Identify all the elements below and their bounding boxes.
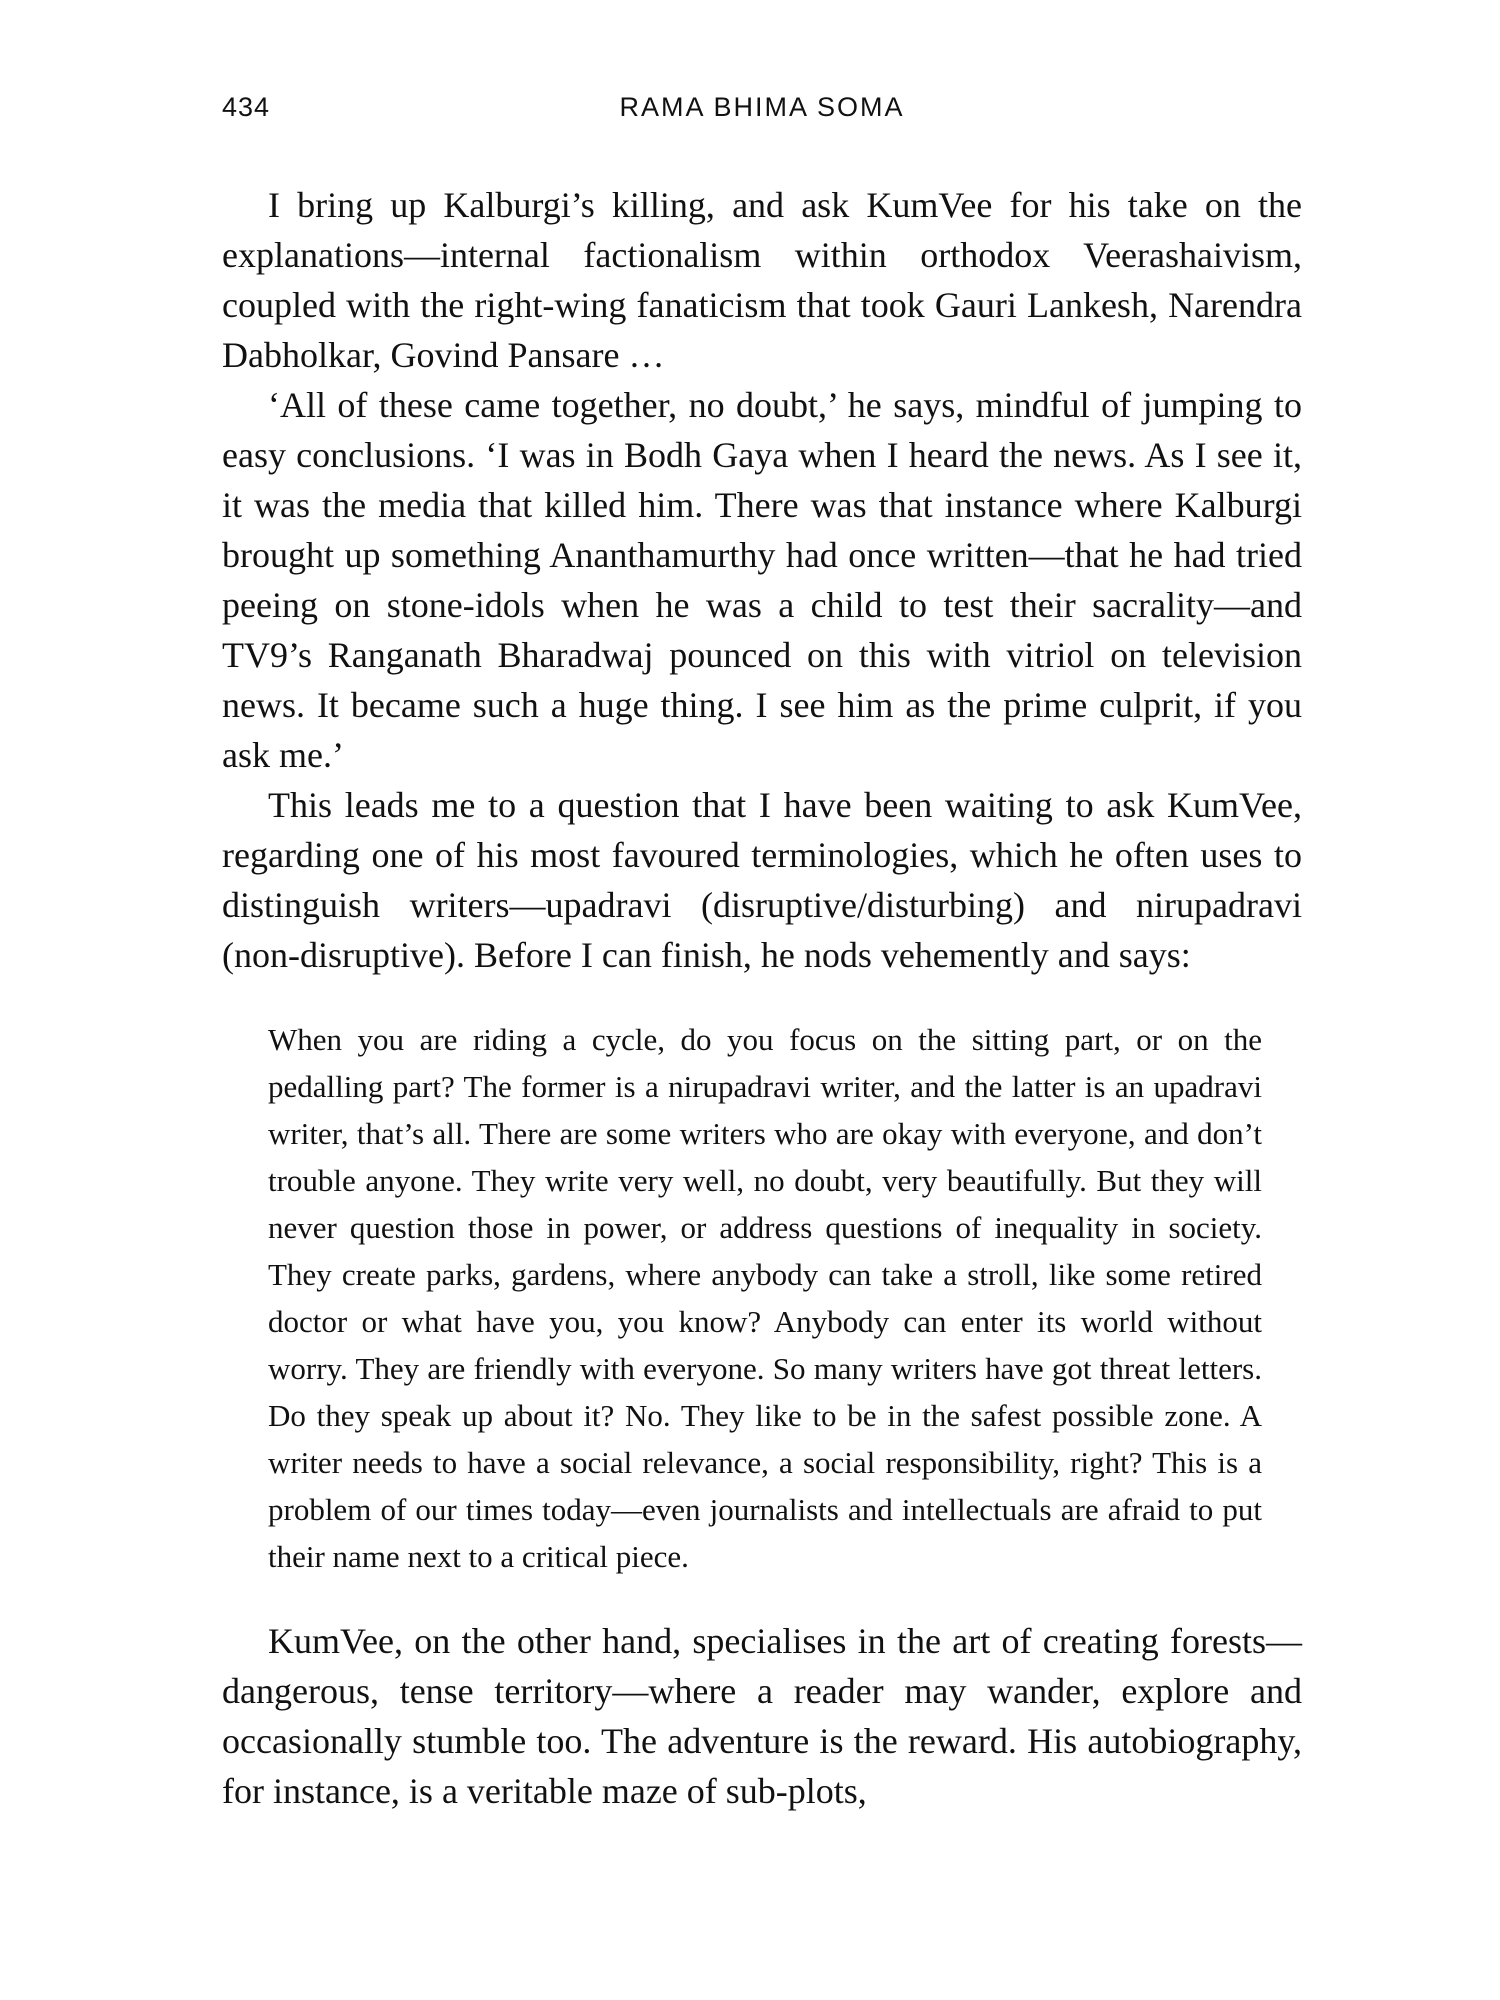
running-head: [222, 92, 1302, 132]
paragraph-forests: KumVee, on the other hand, specialises in the art of creating forests—dangerous, tense territory—where a reader may wander, explore and occasionally stumble too. The adventure is the reward. His autobiography, for instance, is a veritable maze of sub-plots,: [222, 1621, 1302, 1811]
book-title: RAMA BHIMA SOMA: [619, 92, 905, 122]
body-text: [222, 180, 1302, 1816]
block-quote: When you are riding a cycle, do you focus on the sitting part, or on the pedalling part? The former is a nirupadravi writer, and the latter is an upadravi writer, that’s all. There are some writers who are okay with everyone, and don’t trouble anyone. They write very well, no doubt, very beautifully. But they will never question those in power, or address questions of inequality in society. They create parks, gardens, where anybody can take a stroll, like some retired doctor or what have you, you know? Anybody can enter its world without worry. They are friendly with everyone. So many writers have got threat letters. Do they speak up about it? No. They like to be in the safest possible zone. A writer needs to have a social relevance, a social responsibility, right? This is a problem of our times today—even journalists and intellectuals are afraid to put their name next to a critical piece.: [268, 1022, 1262, 1574]
paragraph-kalburgi: I bring up Kalburgi’s killing, and ask KumVee for his take on the explanations—internal factionalism within orthodox Veerashaivism, coupled with the right-wing fanaticism that took Gauri Lankesh, Narendra Dabholkar, Govind Pansare …: [222, 185, 1302, 375]
page-number: 434: [222, 92, 271, 122]
paragraph-upadravi-question: This leads me to a question that I have been waiting to ask KumVee, regarding one of his most favoured terminologies, which he often uses to distinguish writers—upadravi (disruptive/disturbing) and nirupadravi (non-disruptive). Before I can finish, he nods vehemently and says:: [222, 785, 1302, 975]
paragraph-media-quote: ‘All of these came together, no doubt,’ he says, mindful of jumping to easy conclusions. ‘I was in Bodh Gaya when I heard the news. As I see it, it was the media that killed him. There was that instance where Kalburgi brought up something Ananthamurthy had once written—that he had tried peeing on stone-idols when he was a child to test their sacrality—and TV9’s Ranganath Bharadwaj pounced on this with vitriol on television news. It became such a huge thing. I see him as the prime culprit, if you ask me.’: [222, 385, 1302, 775]
